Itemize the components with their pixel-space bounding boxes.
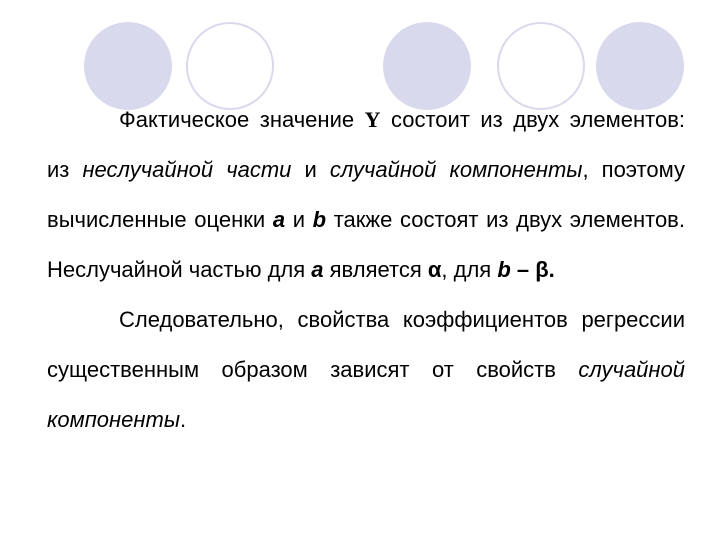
text-run: Следовательно, свойства коэффициентов регрессии существенным образом зависят от свойств [47,307,685,382]
variable-y: Y [364,107,381,132]
paragraph-actual-value [47,95,685,295]
text-run: , поэтому вычисленные оценки [47,157,685,232]
symbol-beta: – β. [510,257,555,282]
slide-body [47,95,685,445]
text-run: также состоят из двух элементов. Неслучайной частью для [47,207,685,282]
text-run: состоит из двух элементов: из [47,107,685,182]
text-run: Фактическое значение [119,107,365,132]
term-random-component: случайной компоненты [329,157,583,182]
text-run: . [180,407,187,432]
text-run: , для [441,257,498,282]
text-run: и [291,157,330,182]
variable-a: a [272,207,286,232]
variable-a: a [311,257,324,282]
text-run: является [323,257,428,282]
variable-b: b [497,257,511,282]
text-run: и [285,207,313,232]
term-random-component: случайной компоненты [47,357,685,432]
term-nonrandom-part: неслучайной части [82,157,292,182]
paragraph-consequence [47,295,685,445]
symbol-alpha: α [427,257,442,282]
variable-b: b [312,207,327,232]
